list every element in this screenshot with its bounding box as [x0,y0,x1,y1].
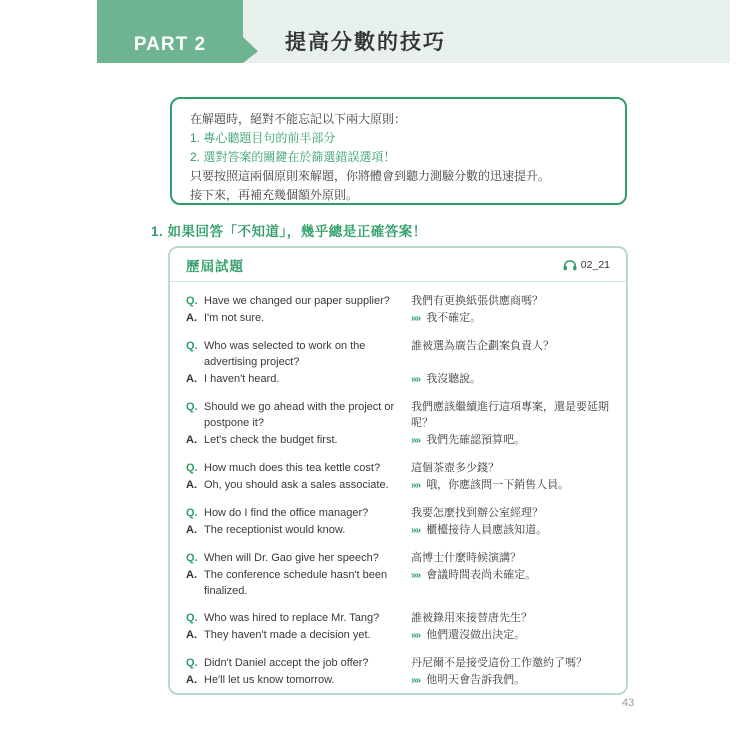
advice-intro: 在解題時，絕對不能忘記以下兩大原則： [190,112,407,126]
qa-item [186,460,610,494]
question-chinese: 誰被選為廣告企劃案負責人？ [411,340,554,352]
answer-label: A. [186,312,197,324]
page-number: 43 [622,697,635,709]
question-label: Q. [186,507,198,519]
answer-chinese-cell [411,477,610,494]
question-label: Q. [186,295,198,307]
answer-chinese: 他明天會告訴我們。 [426,674,526,686]
exam-box-header [170,248,626,282]
answer-chinese: 哦，你應該問一下銷售人員。 [426,479,570,491]
question-row [186,399,610,431]
question-english: Who was hired to replace Mr. Tang? [204,612,380,624]
question-label: Q. [186,462,198,474]
question-chinese: 誰被錄用來接替唐先生？ [411,612,532,624]
answer-english: I'm not sure. [204,312,265,324]
question-label: Q. [186,552,198,564]
question-chinese: 高博士什麼時候演講？ [411,552,521,564]
answer-english: Let's check the budget first. [204,434,338,446]
answer-english: He'll let us know tomorrow. [204,674,335,686]
answer-english: I haven't heard. [204,373,280,385]
answer-arrow-icon: »» [411,480,421,491]
question-english-cell [186,505,411,521]
advice-principle-2: 2. 選對答案的關鍵在於篩選錯誤選項！ [190,150,396,164]
answer-label: A. [186,569,197,581]
answer-arrow-icon: »» [411,435,421,446]
answer-chinese-cell [411,567,610,599]
answer-chinese: 我不確定。 [426,312,482,324]
qa-item [186,550,610,599]
answer-english-cell [186,627,411,644]
answer-chinese-cell [411,627,610,644]
question-label: Q. [186,401,198,413]
qa-list [170,282,626,695]
question-english-cell [186,460,411,476]
question-english-cell [186,399,411,431]
answer-arrow-icon: »» [411,374,421,385]
answer-label: A. [186,434,197,446]
question-english: Who was selected to work on the advertising project? [204,340,366,368]
answer-english: Oh, you should ask a sales associate. [204,479,389,491]
question-row [186,460,610,476]
answer-chinese-cell [411,371,610,388]
qa-item [186,655,610,689]
question-english-cell [186,293,411,309]
question-row [186,550,610,566]
answer-row [186,567,610,599]
answer-english-cell [186,477,411,494]
question-english: Should we go ahead with the project or postpone it? [204,401,395,429]
answer-english-cell [186,567,411,599]
question-label: Q. [186,657,198,669]
audio-track-label: 02_21 [580,259,610,271]
part-label-box [97,0,243,63]
answer-chinese: 會議時間表尚未確定。 [426,569,537,581]
question-row [186,338,610,370]
answer-chinese: 我沒聽說。 [426,373,482,385]
answer-chinese-cell [411,522,610,539]
answer-label: A. [186,524,197,536]
answer-english: The receptionist would know. [204,524,346,536]
answer-label: A. [186,479,197,491]
question-label: Q. [186,612,198,624]
qa-item [186,338,610,388]
answer-arrow-icon: »» [411,525,421,536]
section-heading: 1. 如果回答「不知道」，幾乎總是正確答案！ [151,224,427,239]
advice-principle-1: 1. 專心聽題目句的前半部分 [190,131,336,145]
qa-item [186,293,610,327]
answer-english-cell [186,432,411,449]
question-english-cell [186,550,411,566]
header-band [97,0,730,63]
advice-outro-1: 只要按照這兩個原則來解題，你將體會到聽力測驗分數的迅速提升。 [190,169,551,183]
answer-english-cell [186,371,411,388]
answer-chinese: 他們還沒做出決定。 [426,629,526,641]
answer-arrow-icon: »» [411,630,421,641]
qa-item [186,399,610,449]
answer-chinese-cell [411,310,610,327]
question-english-cell [186,338,411,370]
question-english-cell [186,655,411,671]
question-chinese: 我們有更換紙張供應商嗎？ [411,295,543,307]
answer-english: They haven't made a decision yet. [204,629,371,641]
answer-arrow-icon: »» [411,313,421,324]
answer-english-cell [186,672,411,689]
headphones-icon [563,259,577,271]
answer-row [186,522,610,539]
question-row [186,505,610,521]
answer-arrow-icon: »» [411,675,421,686]
part-box-arrow-icon [243,37,258,63]
question-english: Have we changed our paper supplier? [204,295,390,307]
qa-item [186,505,610,539]
answer-chinese: 我們先確認預算吧。 [426,434,526,446]
question-english: How much does this tea kettle cost? [204,462,381,474]
answer-row [186,310,610,327]
qa-item [186,610,610,644]
exam-box [168,246,628,695]
question-chinese: 我們應該繼續進行這項專案，還是要延期呢？ [411,401,609,429]
answer-arrow-icon: »» [411,570,421,581]
answer-english-cell [186,522,411,539]
answer-chinese: 櫃檯接待人員應該知道。 [426,524,548,536]
question-english: When will Dr. Gao give her speech? [204,552,379,564]
advice-box [170,97,627,205]
answer-row [186,627,610,644]
question-english: Didn't Daniel accept the job offer? [204,657,369,669]
answer-chinese-cell [411,672,610,689]
advice-outro-2: 接下來，再補充幾個額外原則。 [190,188,359,202]
exam-box-title: 歷屆試題 [186,259,244,274]
audio-track [563,259,610,271]
answer-row [186,371,610,388]
answer-english-cell [186,310,411,327]
question-english-cell [186,610,411,626]
answer-label: A. [186,629,197,641]
answer-chinese-cell [411,432,610,449]
page-title: 提高分數的技巧 [285,31,446,54]
answer-row [186,477,610,494]
question-row [186,655,610,671]
part-label: PART 2 [133,34,207,55]
answer-label: A. [186,373,197,385]
question-chinese: 丹尼爾不是接受這份工作邀約了嗎？ [411,657,587,669]
answer-row [186,672,610,689]
question-label: Q. [186,340,198,352]
question-chinese: 這個茶壺多少錢？ [411,462,499,474]
question-english: How do I find the office manager? [204,507,369,519]
answer-row [186,432,610,449]
answer-label: A. [186,674,197,686]
question-row [186,293,610,309]
question-chinese: 我要怎麼找到辦公室經理？ [411,507,543,519]
answer-english: The conference schedule hasn't been finalized. [204,569,388,597]
question-row [186,610,610,626]
